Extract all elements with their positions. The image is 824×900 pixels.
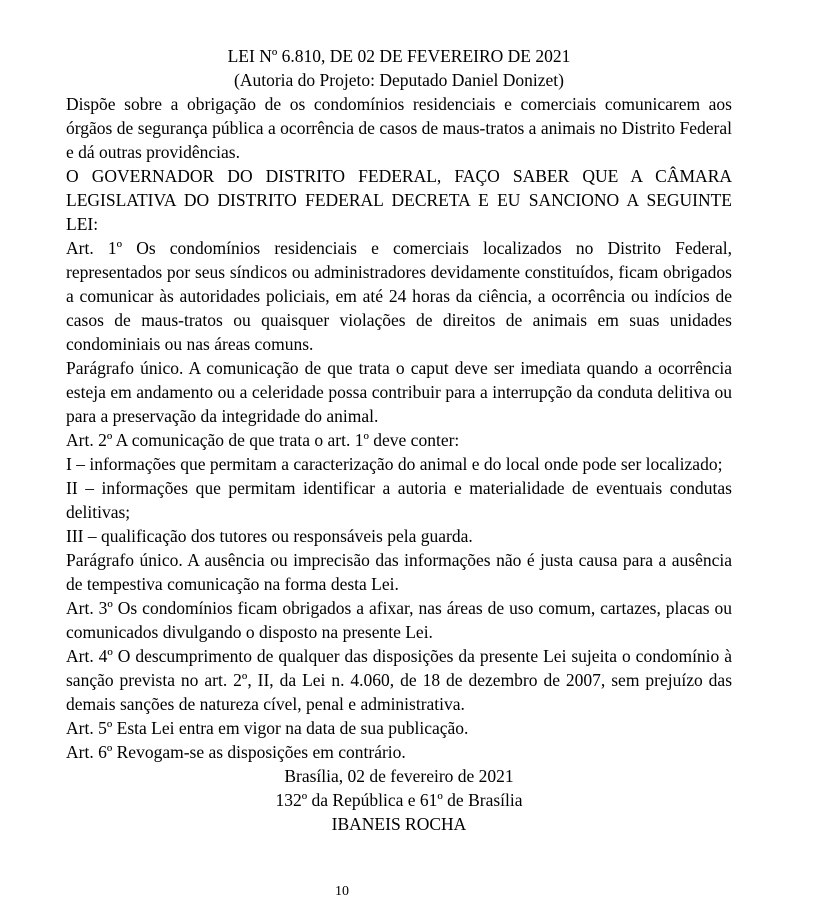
article-3: Art. 3º Os condomínios ficam obrigados a afixar, nas áreas de uso comum, cartazes, placas ou comunicados divulgando o disposto na presente Lei.: [66, 598, 732, 642]
place-date: Brasília, 02 de fevereiro de 2021: [284, 766, 514, 786]
article-5: Art. 5º Esta Lei entra em vigor na data de sua publicação.: [66, 718, 469, 738]
article-2-sole-paragraph: Parágrafo único. A ausência ou imprecisão das informações não é justa causa para a ausência de tempestiva comunicação na forma desta Lei.: [66, 550, 732, 594]
signature-name: IBANEIS ROCHA: [331, 814, 467, 834]
article-1: Art. 1º Os condomínios residenciais e comerciais localizados no Distrito Federal, representados por seus síndicos ou administradores devidamente constituídos, ficam obrigados a comunicar às autoridades policiais, em até 24 horas da ciência, a ocorrência ou indícios de casos de maus-tratos ou quaisquer violações de direitos de animais em suas unidades condominiais ou nas áreas comuns.: [66, 238, 732, 354]
law-document: [66, 44, 732, 836]
enactment-clause: O GOVERNADOR DO DISTRITO FEDERAL, FAÇO SABER QUE A CÂMARA LEGISLATIVA DO DISTRITO FEDERAL DECRETA E EU SANCIONO A SEGUINTE LEI:: [66, 166, 732, 234]
article-4: Art. 4º O descumprimento de qualquer das disposições da presente Lei sujeita o condomínio à sanção prevista no art. 2º, II, da Lei n. 4.060, de 18 de dezembro de 2007, sem prejuízo das demais sanções de natureza cível, penal e administrativa.: [66, 646, 732, 714]
law-summary: Dispõe sobre a obrigação de os condomínios residenciais e comerciais comunicarem aos órgãos de segurança pública a ocorrência de casos de maus-tratos a animais no Distrito Federal e dá outras providências.: [66, 94, 732, 162]
article-6: Art. 6º Revogam-se as disposições em contrário.: [66, 742, 406, 762]
article-2-item-3: III – qualificação dos tutores ou responsáveis pela guarda.: [66, 526, 473, 546]
article-2: Art. 2º A comunicação de que trata o art. 1º deve conter:: [66, 430, 460, 450]
republic-years: 132º da República e 61º de Brasília: [275, 790, 523, 810]
law-authorship: (Autoria do Projeto: Deputado Daniel Donizet): [234, 70, 564, 90]
article-2-item-1: I – informações que permitam a caracterização do animal e do local onde pode ser localizado;: [66, 454, 723, 474]
article-2-item-2: II – informações que permitam identificar a autoria e materialidade de eventuais condutas delitivas;: [66, 478, 732, 522]
law-title: LEI Nº 6.810, DE 02 DE FEVEREIRO DE 2021: [227, 46, 571, 66]
article-1-sole-paragraph: Parágrafo único. A comunicação de que trata o caput deve ser imediata quando a ocorrência esteja em andamento ou a celeridade possa contribuir para a interrupção da conduta delitiva ou para a preservação da integridade do animal.: [66, 358, 732, 426]
page-number: 10: [335, 884, 349, 899]
